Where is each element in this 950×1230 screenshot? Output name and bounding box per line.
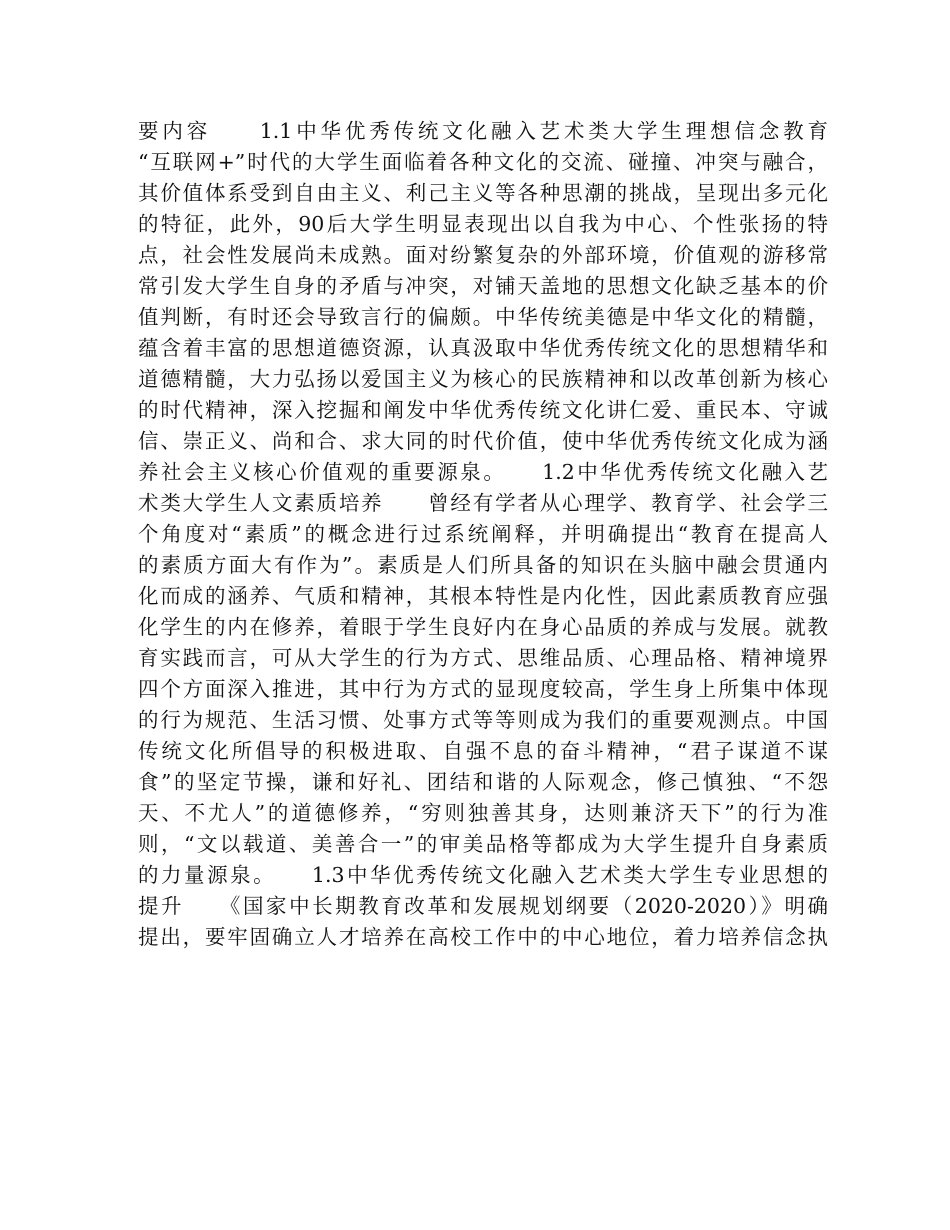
text-line: 术类大学生人文素质培养 曾经有学者从心理学、教育学、社会学三 — [138, 491, 828, 515]
text-line: 的时代精神，深入挖掘和阐发中华优秀传统文化讲仁爱、重民本、守诚 — [138, 398, 828, 422]
text-line: 育实践而言，可从大学生的行为方式、思维品质、心理品格、精神境界 — [138, 646, 828, 670]
text-line: “互联网+”时代的大学生面临着各种文化的交流、碰撞、冲突与融合， — [138, 150, 828, 174]
text-line: 的力量源泉。 1.3中华优秀传统文化融入艺术类大学生专业思想的 — [138, 863, 828, 887]
text-line: 食”的坚定节操，谦和好礼、团结和谐的人际观念，修己慎独、“不怨 — [138, 770, 828, 794]
text-line: 要内容 1.1中华优秀传统文化融入艺术类大学生理想信念教育 — [138, 119, 828, 143]
text-line: 信、崇正义、尚和合、求大同的时代价值，使中华优秀传统文化成为涵 — [138, 429, 828, 453]
body-text — [138, 116, 828, 953]
text-line: 常引发大学生自身的矛盾与冲突，对铺天盖地的思想文化缺乏基本的价 — [138, 274, 828, 298]
text-line: 化学生的内在修养，着眼于学生良好内在身心品质的养成与发展。就教 — [138, 615, 828, 639]
text-line: 的行为规范、生活习惯、处事方式等等则成为我们的重要观测点。中国 — [138, 708, 828, 732]
text-line: 的素质方面大有作为”。素质是人们所具备的知识在头脑中融会贯通内 — [138, 553, 828, 577]
text-line: 蕴含着丰富的思想道德资源，认真汲取中华优秀传统文化的思想精华和 — [138, 336, 828, 360]
text-line: 的特征，此外，90后大学生明显表现出以自我为中心、个性张扬的特 — [138, 212, 828, 236]
text-line: 则，“文以载道、美善合一”的审美品格等都成为大学生提升自身素质 — [138, 832, 828, 856]
text-line: 点，社会性发展尚未成熟。面对纷繁复杂的外部环境，价值观的游移常 — [138, 243, 828, 267]
text-line: 提升 《国家中长期教育改革和发展规划纲要（2020-2020）》明确 — [138, 894, 828, 918]
text-line: 养社会主义核心价值观的重要源泉。 1.2中华优秀传统文化融入艺 — [138, 460, 828, 484]
text-line: 其价值体系受到自由主义、利己主义等各种思潮的挑战，呈现出多元化 — [138, 181, 828, 205]
text-line: 个角度对“素质”的概念进行过系统阐释，并明确提出“教育在提高人 — [138, 522, 828, 546]
text-line: 提出，要牢固确立人才培养在高校工作中的中心地位，着力培养信念执 — [138, 925, 828, 949]
text-line: 天、不尤人”的道德修养，“穷则独善其身，达则兼济天下”的行为准 — [138, 801, 828, 825]
text-line: 四个方面深入推进，其中行为方式的显现度较高，学生身上所集中体现 — [138, 677, 828, 701]
text-line: 化而成的涵养、气质和精神，其根本特性是内化性，因此素质教育应强 — [138, 584, 828, 608]
text-line: 传统文化所倡导的积极进取、自强不息的奋斗精神，“君子谋道不谋 — [138, 739, 828, 763]
text-line: 道德精髓，大力弘扬以爱国主义为核心的民族精神和以改革创新为核心 — [138, 367, 828, 391]
text-line: 值判断，有时还会导致言行的偏颇。中华传统美德是中华文化的精髓， — [138, 305, 828, 329]
